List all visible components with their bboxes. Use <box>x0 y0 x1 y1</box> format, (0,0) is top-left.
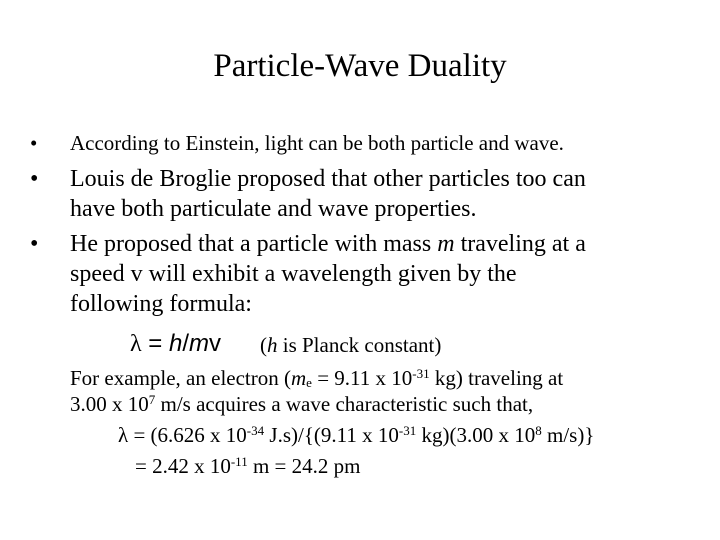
variable-h: h <box>267 333 278 357</box>
lambda-symbol: λ <box>118 423 129 447</box>
text-run: kg)(3.00 x 10 <box>416 423 536 447</box>
bullet-proposal-line1 <box>70 231 586 258</box>
de-broglie-formula <box>130 330 221 358</box>
planck-note <box>260 333 441 358</box>
formula-v: v <box>209 330 222 357</box>
exponent: -34 <box>246 422 265 438</box>
variable-m: m <box>291 366 307 390</box>
text-run: m = 24.2 pm <box>247 454 361 478</box>
text-run: is Planck constant) <box>277 333 442 357</box>
text-run: = 9.11 x 10 <box>311 366 413 390</box>
example-line3 <box>118 423 594 448</box>
bullet-marker: • <box>30 231 39 257</box>
bullet-proposal-line2: speed v will exhibit a wavelength given by the <box>70 261 517 287</box>
bullet-de-broglie-line1: Louis de Broglie proposed that other particles too can <box>70 166 586 192</box>
text-run: He proposed that a particle with mass <box>70 231 438 257</box>
text-run: traveling at a <box>454 231 586 257</box>
exponent: 7 <box>148 391 156 407</box>
text-run: = (6.626 x 10 <box>128 423 247 447</box>
bullet-einstein: According to Einstein, light can be both particle and wave. <box>70 131 564 155</box>
formula-slash: / <box>182 330 190 357</box>
text-run: m/s acquires a wave characteristic such that, <box>155 392 534 416</box>
exponent: 8 <box>535 422 542 438</box>
exponent: -11 <box>230 453 248 469</box>
example-line4 <box>135 454 360 479</box>
bullet-marker: • <box>30 131 38 155</box>
example-line2 <box>70 392 533 417</box>
formula-m: m <box>189 330 210 357</box>
lambda-symbol: λ <box>130 331 142 357</box>
bullet-de-broglie-line2: have both particulate and wave properties. <box>70 196 477 222</box>
variable-m: m <box>437 231 455 257</box>
text-run: m/s)} <box>541 423 595 447</box>
exponent: -31 <box>398 422 417 438</box>
text-run: = 2.42 x 10 <box>135 454 231 478</box>
text-run: kg) traveling at <box>429 366 564 390</box>
text-run: 3.00 x 10 <box>70 392 149 416</box>
bullet-proposal-line3: following formula: <box>70 291 252 317</box>
text-run: J.s)/{(9.11 x 10 <box>264 423 399 447</box>
subscript-e: e <box>306 374 312 390</box>
exponent: -31 <box>412 365 430 381</box>
example-line1 <box>70 366 563 391</box>
bullet-marker: • <box>30 166 39 192</box>
formula-eq: = <box>141 330 169 357</box>
slide-title: Particle-Wave Duality <box>213 48 507 84</box>
formula-h: h <box>169 330 183 357</box>
text-run: For example, an electron ( <box>70 366 291 390</box>
text-run: ( <box>260 333 267 357</box>
